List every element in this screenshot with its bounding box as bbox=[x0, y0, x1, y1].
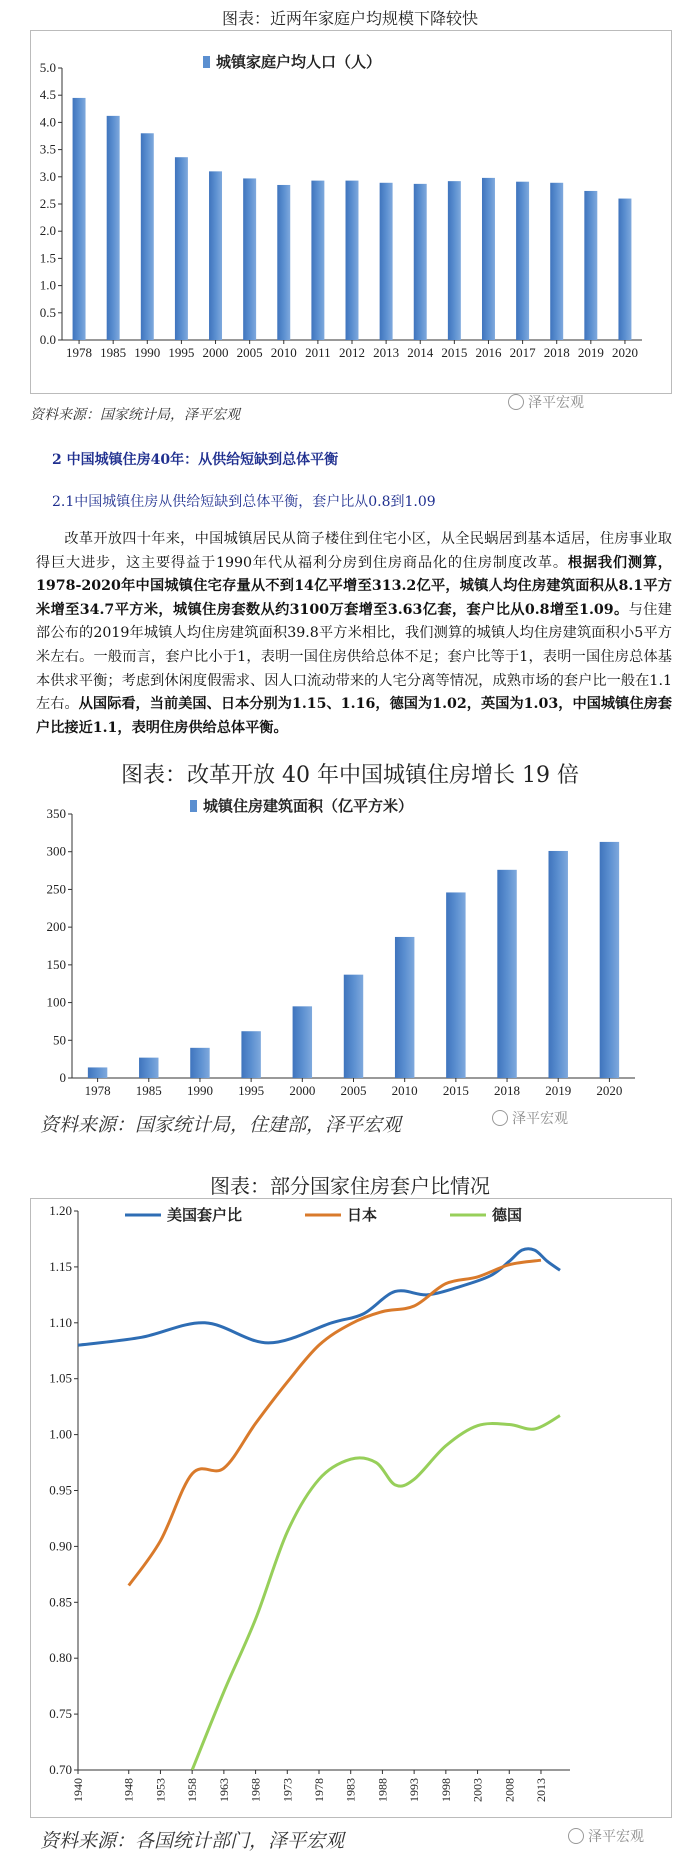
bar bbox=[446, 892, 465, 1078]
bar bbox=[73, 98, 86, 340]
text-segment: 与住建部公布的2019年城镇人均住房建筑面积39.8平方米相比，我们测算的城镇人均住房建筑面积小5平方米左右。一般而言，套户比小于1，表明一国住房供给总体不足；套户比等于1，表明一国住房总体基本供求平衡；考虑到休闲度假需求、因人口流动带来的人宅分离等情况，成熟市场的套户比一般在1.1左右。 bbox=[36, 601, 672, 713]
x-tick-label: 2013 bbox=[533, 1778, 548, 1802]
y-tick-label: 200 bbox=[46, 919, 66, 935]
text-segment: 改革开放四十年来，中国城镇居民从筒子楼住到住宅小区，从全民蜗居到基本适居，住房事业取得巨大进步，这主要得益于1990年代从福利分房到住房商品化的住房制度改革。 bbox=[36, 531, 672, 571]
legend-swatch bbox=[190, 800, 197, 812]
x-tick-label: 2011 bbox=[305, 345, 331, 360]
figure-source: 资料来源：各国统计部门，泽平宏观 bbox=[40, 1830, 345, 1852]
unit-household-ratio-chart bbox=[30, 1198, 670, 1816]
y-tick-label: 2.5 bbox=[39, 196, 56, 211]
y-tick-label: 3.5 bbox=[39, 141, 56, 157]
x-tick-label: 2018 bbox=[543, 345, 570, 360]
bar bbox=[175, 157, 188, 340]
bar bbox=[448, 181, 461, 340]
legend-label: 城镇家庭户均人口（人） bbox=[216, 55, 382, 71]
figure-source: 资料来源：国家统计局，泽平宏观 bbox=[30, 407, 240, 423]
bar bbox=[414, 184, 427, 340]
x-tick-label: 2013 bbox=[373, 345, 400, 360]
x-tick-label: 2010 bbox=[391, 1083, 418, 1098]
bar bbox=[550, 183, 563, 340]
wechat-icon bbox=[492, 1110, 508, 1126]
bar bbox=[549, 851, 568, 1078]
x-tick-label: 2008 bbox=[502, 1778, 517, 1802]
y-tick-label: 0.0 bbox=[39, 332, 56, 347]
x-tick-label: 2019 bbox=[577, 345, 604, 360]
x-tick-label: 1993 bbox=[407, 1778, 422, 1802]
bar bbox=[346, 181, 359, 340]
x-tick-label: 2020 bbox=[611, 345, 638, 360]
watermark: 泽平宏观 bbox=[492, 1108, 568, 1128]
x-tick-label: 2018 bbox=[494, 1083, 521, 1098]
bar bbox=[139, 1058, 158, 1078]
x-tick-label: 1983 bbox=[343, 1778, 358, 1802]
x-tick-label: 1973 bbox=[280, 1778, 295, 1802]
x-tick-label: 2014 bbox=[407, 345, 434, 360]
y-tick-label: 300 bbox=[46, 843, 66, 859]
bar bbox=[88, 1067, 107, 1078]
x-tick-label: 2005 bbox=[236, 345, 263, 360]
x-tick-label: 1963 bbox=[216, 1778, 231, 1802]
bold-text-segment: 从国际看，当前美国、日本分别为1.15、1.16，德国为1.02，英国为1.03，中国城镇住房套户比接近1.1，表明住房供给总体平衡。 bbox=[36, 696, 672, 736]
x-tick-label: 2000 bbox=[289, 1083, 316, 1098]
y-tick-label: 4.5 bbox=[39, 87, 56, 103]
series-line bbox=[129, 1260, 541, 1585]
x-tick-label: 1978 bbox=[66, 345, 93, 360]
watermark: 泽平宏观 bbox=[508, 392, 584, 412]
x-tick-label: 2012 bbox=[339, 345, 365, 360]
bar bbox=[311, 181, 324, 340]
x-tick-label: 2015 bbox=[442, 1083, 469, 1098]
y-tick-label: 0.70 bbox=[49, 1762, 72, 1777]
series-line bbox=[192, 1416, 560, 1770]
y-tick-label: 1.05 bbox=[49, 1370, 72, 1386]
y-tick-label: 1.0 bbox=[39, 277, 56, 293]
x-tick-label: 2019 bbox=[545, 1083, 572, 1098]
x-tick-label: 1985 bbox=[135, 1083, 162, 1098]
x-tick-label: 1990 bbox=[134, 345, 161, 360]
y-tick-label: 1.5 bbox=[39, 250, 56, 266]
y-tick-label: 5.0 bbox=[39, 60, 56, 75]
bar bbox=[497, 870, 516, 1078]
bar bbox=[241, 1031, 260, 1078]
bar bbox=[600, 842, 619, 1078]
bar bbox=[209, 171, 222, 340]
figure-title: 图表：部分国家住房套户比情况 bbox=[210, 1174, 490, 1198]
bar bbox=[243, 178, 256, 340]
x-tick-label: 1988 bbox=[375, 1778, 390, 1802]
bar bbox=[141, 133, 154, 340]
y-tick-label: 1.10 bbox=[49, 1314, 72, 1330]
wechat-icon bbox=[568, 1828, 584, 1844]
x-tick-label: 1968 bbox=[248, 1778, 263, 1802]
x-tick-label: 1978 bbox=[84, 1083, 111, 1098]
y-tick-label: 350 bbox=[46, 806, 66, 821]
x-tick-label: 1953 bbox=[153, 1778, 168, 1802]
y-tick-label: 150 bbox=[46, 956, 66, 972]
y-tick-label: 1.15 bbox=[49, 1258, 72, 1274]
x-tick-label: 1990 bbox=[186, 1083, 213, 1098]
y-tick-label: 3.0 bbox=[39, 168, 56, 184]
x-tick-label: 2015 bbox=[441, 345, 468, 360]
bar bbox=[482, 178, 495, 340]
y-tick-label: 2.0 bbox=[39, 223, 56, 239]
section-subheading: 2.1中国城镇住房从供给短缺到总体平衡，套户比从0.8到1.09 bbox=[52, 494, 436, 510]
x-tick-label: 2003 bbox=[470, 1778, 485, 1802]
y-tick-label: 0.80 bbox=[49, 1650, 72, 1666]
y-tick-label: 0.95 bbox=[49, 1482, 72, 1498]
legend-label: 日本 bbox=[347, 1208, 378, 1224]
x-tick-label: 2010 bbox=[270, 345, 297, 360]
wechat-icon bbox=[508, 394, 524, 410]
x-tick-label: 2020 bbox=[596, 1083, 623, 1098]
bar bbox=[277, 185, 290, 340]
legend-label: 美国套户比 bbox=[167, 1208, 243, 1224]
x-tick-label: 2000 bbox=[202, 345, 229, 360]
y-tick-label: 0.5 bbox=[39, 304, 56, 320]
x-tick-label: 1985 bbox=[100, 345, 127, 360]
bar bbox=[190, 1048, 209, 1078]
x-tick-label: 1995 bbox=[168, 345, 195, 360]
x-tick-label: 2016 bbox=[475, 345, 502, 360]
bar bbox=[380, 183, 393, 340]
bar bbox=[584, 191, 597, 340]
bold-text-segment: 根据我们测算，1978-2020年中国城镇住宅存量从不到14亿平增至313.2亿平，城镇人均住房建筑面积从8.1平方米增至34.7平方米，城镇住房套数从约3100万套增至3.63亿套，套户比从0.8增至1.09。 bbox=[36, 554, 672, 618]
x-tick-label: 1940 bbox=[71, 1778, 85, 1802]
y-tick-label: 250 bbox=[46, 881, 66, 897]
bar bbox=[293, 1006, 312, 1078]
x-tick-label: 2017 bbox=[509, 345, 536, 360]
figure-title: 图表：改革开放 40 年中国城镇住房增长 19 倍 bbox=[121, 763, 579, 788]
figure-source: 资料来源：国家统计局，住建部，泽平宏观 bbox=[40, 1114, 402, 1136]
y-tick-label: 0.90 bbox=[49, 1538, 72, 1554]
household-size-chart bbox=[30, 30, 670, 392]
legend-swatch bbox=[203, 56, 210, 68]
y-tick-label: 100 bbox=[46, 994, 66, 1010]
section-heading: 2 中国城镇住房40年：从供给短缺到总体平衡 bbox=[52, 452, 339, 468]
y-tick-label: 4.0 bbox=[39, 114, 56, 130]
y-tick-label: 0.75 bbox=[49, 1706, 72, 1722]
y-tick-label: 0 bbox=[59, 1070, 66, 1085]
x-tick-label: 1958 bbox=[185, 1778, 200, 1802]
bar bbox=[618, 199, 631, 340]
bar bbox=[516, 182, 529, 340]
bar bbox=[107, 116, 120, 340]
series-line bbox=[78, 1249, 560, 1345]
bar bbox=[344, 975, 363, 1078]
legend-label: 德国 bbox=[492, 1208, 523, 1224]
y-tick-label: 1.20 bbox=[49, 1203, 72, 1218]
figure-title: 图表：近两年家庭户均规模下降较快 bbox=[221, 9, 478, 28]
watermark: 泽平宏观 bbox=[568, 1826, 644, 1846]
y-tick-label: 1.00 bbox=[49, 1426, 72, 1442]
legend-label: 城镇住房建筑面积（亿平方米） bbox=[203, 799, 414, 815]
x-tick-label: 1998 bbox=[438, 1778, 453, 1802]
x-tick-label: 1948 bbox=[121, 1778, 136, 1802]
x-tick-label: 2005 bbox=[340, 1083, 367, 1098]
y-tick-label: 0.85 bbox=[49, 1594, 72, 1610]
x-tick-label: 1995 bbox=[238, 1083, 265, 1098]
body-paragraph bbox=[36, 528, 672, 740]
x-tick-label: 1978 bbox=[312, 1778, 326, 1802]
y-tick-label: 50 bbox=[53, 1032, 66, 1048]
housing-area-chart bbox=[30, 792, 670, 1102]
bar bbox=[395, 937, 414, 1078]
